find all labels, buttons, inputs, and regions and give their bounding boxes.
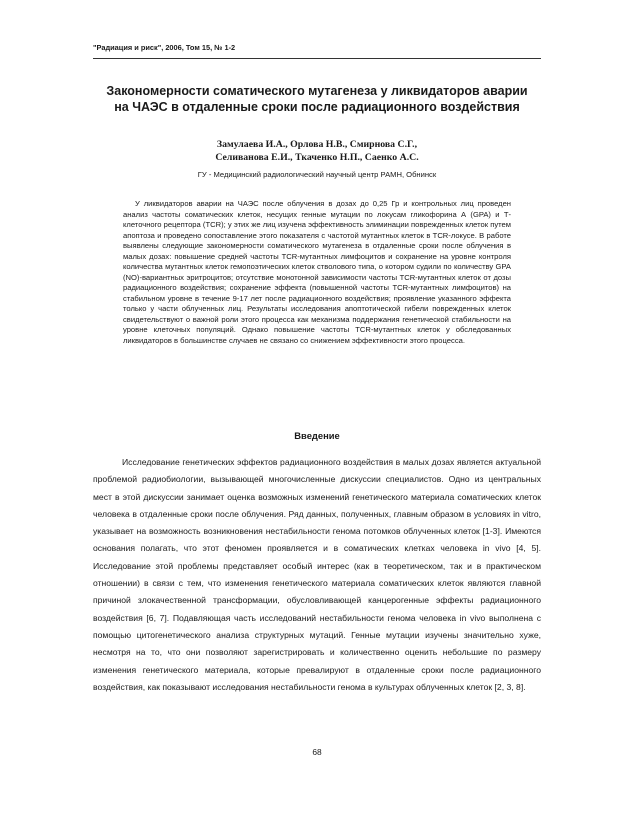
intro-paragraph: Исследование генетических эффектов радиационного воздействия в малых дозах является актуальной проблемой радиобиологии, вызывающей многочисленные дискуссии специалистов. Одно из центральных мест в этой дискуссии занимает оценка возможных изменений генетического материала соматических клеток человека в отдаленные сроки после облучения. Ряд данных, полученных, главным образом в условиях in vitro, указывает на возможность возникновения нестабильности генома потомков облученных клеток [1-3]. Имеются основания полагать, что этот феномен проявляется и в соматических клетках человека in vivo [4, 5]. Исследование этой проблемы представляет особый интерес (как в теоретическом, так и в практическом отношении) в связи с тем, что изменения генетического материала соматических клеток являются главной причиной злокачественной трансформации, обусловливающей канцерогенные эффекты радиационного воздействия [6, 7]. Подавляющая часть исследований нестабильности генома человека in vivo выполнена с помощью цитогенетического анализа структурных мутаций. Генные мутации изучены значительно хуже, несмотря на то, что они позволяют зарегистрировать и количественно оценить небольшие по размеру изменения генетического материала, которые превалируют в отдаленные сроки после радиационного воздействия, как показывают исследования нестабильности генома в культурах облученных клеток [2, 3, 8]. bbox=[93, 457, 541, 692]
authors-line: Селиванова Е.И., Ткаченко Н.П., Саенко А.С. bbox=[215, 152, 419, 163]
journal-header: "Радиация и риск", 2006, Том 15, № 1-2 bbox=[93, 43, 236, 52]
authors-line: Замулаева И.А., Орлова Н.В., Смирнова С.Г., bbox=[216, 139, 418, 150]
title-line: Закономерности соматического мутагенеза у ликвидаторов аварии bbox=[106, 84, 528, 98]
header-rule bbox=[93, 58, 541, 59]
title-line: на ЧАЭС в отдаленные сроки после радиационного воздействия bbox=[114, 100, 520, 114]
abstract-text: У ликвидаторов аварии на ЧАЭС после облучения в дозах до 0,25 Гр и контрольных лиц проведен анализ частоты соматических клеток, несущих генные мутации по локусам гликофорина А (GPA) и Т-клеточного рецептора (TCR); у этих же лиц изучена эффективность элиминации поврежденных клеток путем апоптоза и проведено сопоставление этого показателя с частотой мутантных клеток в TCR-локусе. В работе выявлены следующие закономерности соматического мутагенеза в отдаленные сроки после облучения в малых дозах: повышение средней частоты TCR-мутантных лимфоцитов и сохранение на уровне контроля количества мутантных клеток гемопоэтических клеток стволового типа, о котором судили по количеству GPA (NO)-вариантных эритроцитов; отсутствие монотонной зависимости частоты TCR-мутантных клеток от дозы радиационного воздействия; сохранение эффекта (повышенной частоты TCR-мутантных лимфоцитов) на стабильном уровне в течение 9-17 лет после радиационного воздействия; проявление указанного эффекта только у части облученных лиц. Результаты исследования апоптотической гибели поврежденных клеток свидетельствуют о важной роли этого процесса как механизма поддержания генетической стабильности на уровне клеточных популяций. Однако повышение частоты TCR-мутантных клеток у обследованных ликвидаторов в большинстве случаев не связано со снижением эффективности этого процесса. bbox=[123, 199, 511, 345]
article-title bbox=[90, 83, 544, 115]
affiliation: ГУ - Медицинский радиологический научный центр РАМН, Обнинск bbox=[197, 170, 437, 179]
abstract bbox=[123, 199, 511, 346]
introduction-body bbox=[93, 454, 541, 696]
author-list bbox=[93, 138, 541, 164]
section-heading: Введение bbox=[294, 430, 340, 441]
page-number: 68 bbox=[312, 747, 322, 757]
